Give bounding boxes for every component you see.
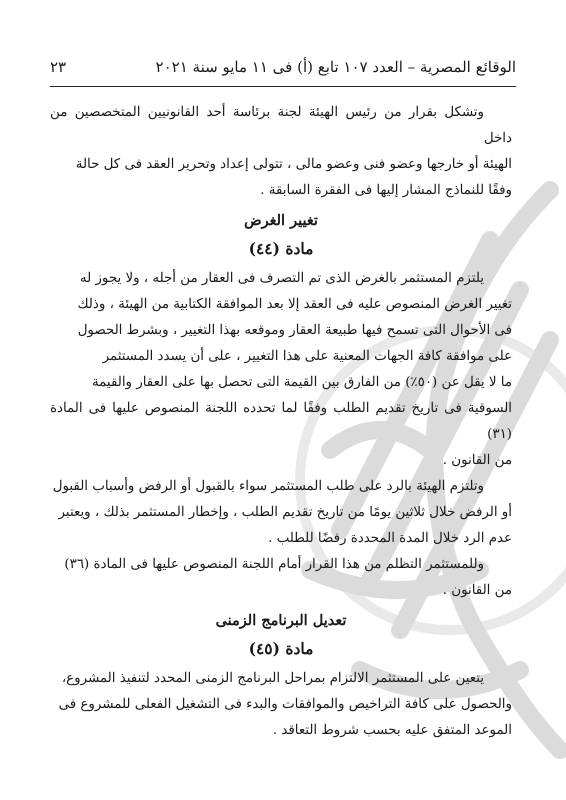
text-line: تغيير الغرض المنصوص عليه فى العقد إلا بعد الموافقة الكتابية من الهيئة ، وذلك xyxy=(77,297,512,312)
text-line: ما لا يقل عن (٥٠٪) من الفارق بين القيمة التى تحصل بها على العقار والقيمة xyxy=(92,375,512,390)
text-line: والحصول على كافة التراخيص والموافقات والبدء فى التشغيل الفعلى للمشروع فى xyxy=(58,697,512,712)
intro-line: وتشكل بقرار من رئيس الهيئة لجنة برئاسة أحد القانونيين المتخصصين من داخل xyxy=(50,105,512,146)
text-line: يلتزم المستثمر بالغرض الذى تم التصرف فى العقار من أجله ، ولا يجوز له xyxy=(79,271,484,286)
section-title: تعديل البرنامج الزمنى xyxy=(215,612,347,629)
text-line: على موافقة كافة الجهات المعنية على هذا التغيير ، على أن يسدد المستثمر xyxy=(102,349,512,364)
article-heading: مادة (٤٥) xyxy=(248,639,314,658)
text-line: يتعين على المستثمر الالتزام بمراحل البرنامج الزمنى المحدد لتنفيذ المشروع، xyxy=(61,671,484,686)
text-line: وتلتزم الهيئة بالرد على طلب المستثمر سواء بالقبول أو الرفض وأسباب القبول xyxy=(52,479,484,494)
intro-line: وفقًا للنماذج المشار إليها فى الفقرة السابقة . xyxy=(260,183,512,198)
text-line: أو الرفض خلال ثلاثين يومًا من تاريخ تقديم الطلب ، وإخطار المستثمر بذلك ، ويعتبر xyxy=(58,505,512,520)
text-line: السوقية فى تاريخ تقديم الطلب وفقًا لما تحدده اللجنة المنصوص عليها فى المادة (٣١) xyxy=(50,401,512,442)
page-number: ٢٣ xyxy=(50,58,67,76)
text-line: عدم الرد خلال المدة المحددة رفضًا للطلب . xyxy=(268,531,512,546)
article-heading: مادة (٤٤) xyxy=(248,239,314,258)
running-title: الوقائع المصرية – العدد ١٠٧ تابع (أ) فى ١١ مايو سنة ٢٠٢١ xyxy=(155,58,516,76)
text-line: فى الأحوال التى تسمح فيها طبيعة العقار وموقعه بهذا التغيير ، وبشرط الحصول xyxy=(77,323,512,338)
running-header xyxy=(50,58,516,76)
document-body xyxy=(50,100,512,744)
text-line: من القانون . xyxy=(442,583,512,598)
section-title: تغيير الغرض xyxy=(244,212,318,229)
text-line: وللمستثمر التظلم من هذا القرار أمام اللجنة المنصوص عليها فى المادة (٣٦) xyxy=(64,557,484,572)
text-line: من القانون . xyxy=(442,453,512,468)
intro-line: الهيئة أو خارجها وعضو فنى وعضو مالى ، تتولى إعداد وتحرير العقد فى كل حالة xyxy=(75,157,512,172)
header-divider xyxy=(50,86,516,87)
text-line: الموعد المتفق عليه بحسب شروط التعاقد . xyxy=(272,723,512,738)
